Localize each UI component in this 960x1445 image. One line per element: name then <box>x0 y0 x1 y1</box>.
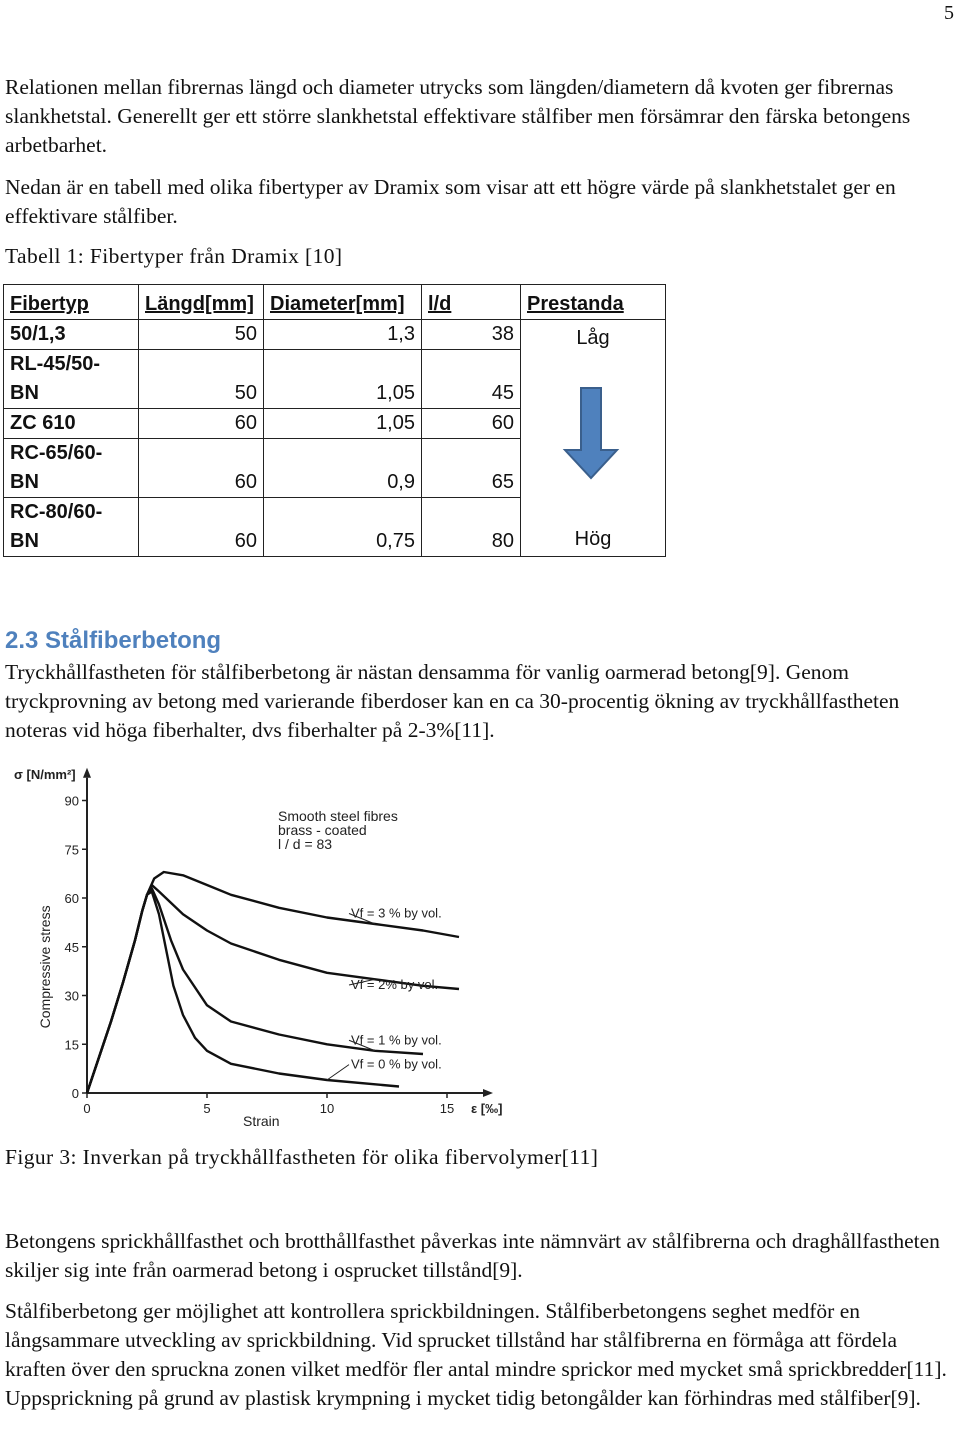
paragraph-section-body: Tryckhållfastheten för stålfiberbetong är nästan densamma för vanlig oarmerad betong[9]. Genom tryckprovning av betong med varierande fiberdoser kan en ca 30-procentig ökning av tryckhållfastheten noteras vid höga fiberhalter, dvs fiberhalter på 2-3%[11]. <box>5 660 900 742</box>
paragraph-4: Stålfiberbetong ger möjlighet att kontrollera sprickbildningen. Stålfiberbetongens seghet medför en långsammare utveckling av sprickbildning. Vid sprucket tillstånd har stålfibrerna en förmåga att fördela kraften över den spruckna zonen vilket medför fler antal mindre sprickor med mycket små sprickbredder[11]. Uppsprickning på grund av plastisk krympning i mycket tidig betongålder kan förhindras med stålfiber[9]. <box>5 1299 947 1410</box>
cell-length: 60 <box>139 409 264 439</box>
stress-strain-chart <box>0 760 540 1130</box>
header-diameter: Diameter[mm] <box>264 285 422 320</box>
y-tick-label: 15 <box>64 1037 79 1053</box>
x-tick-label: 5 <box>203 1101 211 1116</box>
table-caption: Tabell 1: Fibertyper från Dramix [10] <box>5 244 343 268</box>
section-number: 2.3 <box>5 627 39 654</box>
x-tick-label: 10 <box>319 1101 335 1116</box>
series-label: Vf = 2% by vol. <box>351 977 439 992</box>
y-tick-label: 0 <box>71 1086 79 1101</box>
annotation-line-2: brass - coated <box>278 822 367 838</box>
cell-diameter: 1,05 <box>264 409 422 439</box>
cell-fibertyp: ZC 610 <box>4 409 139 439</box>
cell-fibertyp: RC-65/60- BN <box>4 439 139 498</box>
y-tick-label: 90 <box>64 793 79 809</box>
header-fibertyp: Fibertyp <box>4 285 139 320</box>
fiber-table <box>3 284 666 557</box>
y-tick-label: 30 <box>64 988 79 1004</box>
cell-ld: 60 <box>422 409 521 439</box>
y-tick-label: 45 <box>64 939 79 955</box>
cell-fibertyp: RL-45/50- BN <box>4 350 139 409</box>
y-tick-label: 60 <box>64 891 79 906</box>
section-title: Stålfiberbetong <box>45 627 222 654</box>
cell-diameter: 0,75 <box>264 498 422 557</box>
section-heading <box>5 627 221 655</box>
cell-ld: 65 <box>422 439 521 498</box>
cell-diameter: 0,9 <box>264 439 422 498</box>
y-tick-label: 75 <box>64 842 79 858</box>
page-number: 5 <box>944 2 954 24</box>
paragraph-intro: Relationen mellan fibrernas längd och diameter utrycks som längden/diametern då kvoten ger fibrernas slankhetstal. Generellt ger ett större slankhetstal effektivare stålfiber men försämrar den färska betongens arbetbarhet. <box>5 75 911 157</box>
paragraph-table-intro: Nedan är en tabell med olika fibertyper av Dramix som visar att ett högre värde på slankhetstalet ger en effektivare stålfiber. <box>5 175 896 228</box>
cell-ld: 45 <box>422 350 521 409</box>
x-tick-label: 0 <box>83 1101 91 1116</box>
cell-diameter: 1,3 <box>264 320 422 350</box>
cell-diameter: 1,05 <box>264 350 422 409</box>
cell-fibertyp: RC-80/60- BN <box>4 498 139 557</box>
header-ld: l/d <box>422 285 521 320</box>
series-leader <box>327 1065 349 1080</box>
cell-fibertyp: 50/1,3 <box>4 320 139 350</box>
y-axis-label: Compressive stress <box>37 905 53 1029</box>
table-header-row <box>4 285 666 320</box>
x-axis-arrow-icon <box>483 1089 493 1097</box>
cell-length: 60 <box>139 439 264 498</box>
x-axis-label: Strain <box>243 1113 280 1129</box>
paragraph-3: Betongens sprickhållfasthet och brotthållfasthet påverkas inte nämnvärt av stålfibrerna och draghållfastheten skiljer sig inte från oarmerad betong i osprucket tillstånd[9]. <box>5 1229 940 1282</box>
figure-caption: Figur 3: Inverkan på tryckhållfastheten för olika fibervolymer[11] <box>5 1145 599 1169</box>
cell-ld: 38 <box>422 320 521 350</box>
series-label: Vf = 1 % by vol. <box>351 1032 442 1048</box>
cell-prestanda <box>521 320 666 557</box>
series-label: Vf = 0 % by vol. <box>351 1056 442 1072</box>
cell-ld: 80 <box>422 498 521 557</box>
x-tick-label: 15 <box>439 1101 455 1116</box>
arrow-down-icon <box>561 384 621 482</box>
header-langd: Längd[mm] <box>139 285 264 320</box>
perf-high-label: Hög <box>574 528 612 550</box>
header-prestanda: Prestanda <box>521 285 666 320</box>
cell-length: 60 <box>139 498 264 557</box>
x-axis-unit: ε [‰] <box>471 1101 503 1116</box>
cell-length: 50 <box>139 320 264 350</box>
annotation-line-1: Smooth steel fibres <box>278 808 398 824</box>
table-row <box>4 320 666 350</box>
perf-low-label: Låg <box>576 327 610 349</box>
series-label: Vf = 3 % by vol. <box>351 905 442 921</box>
y-axis-unit: σ [N/mm²] <box>14 767 76 782</box>
annotation-line-3: l / d = 83 <box>278 836 333 852</box>
cell-length: 50 <box>139 350 264 409</box>
y-axis-arrow-icon <box>83 768 91 778</box>
